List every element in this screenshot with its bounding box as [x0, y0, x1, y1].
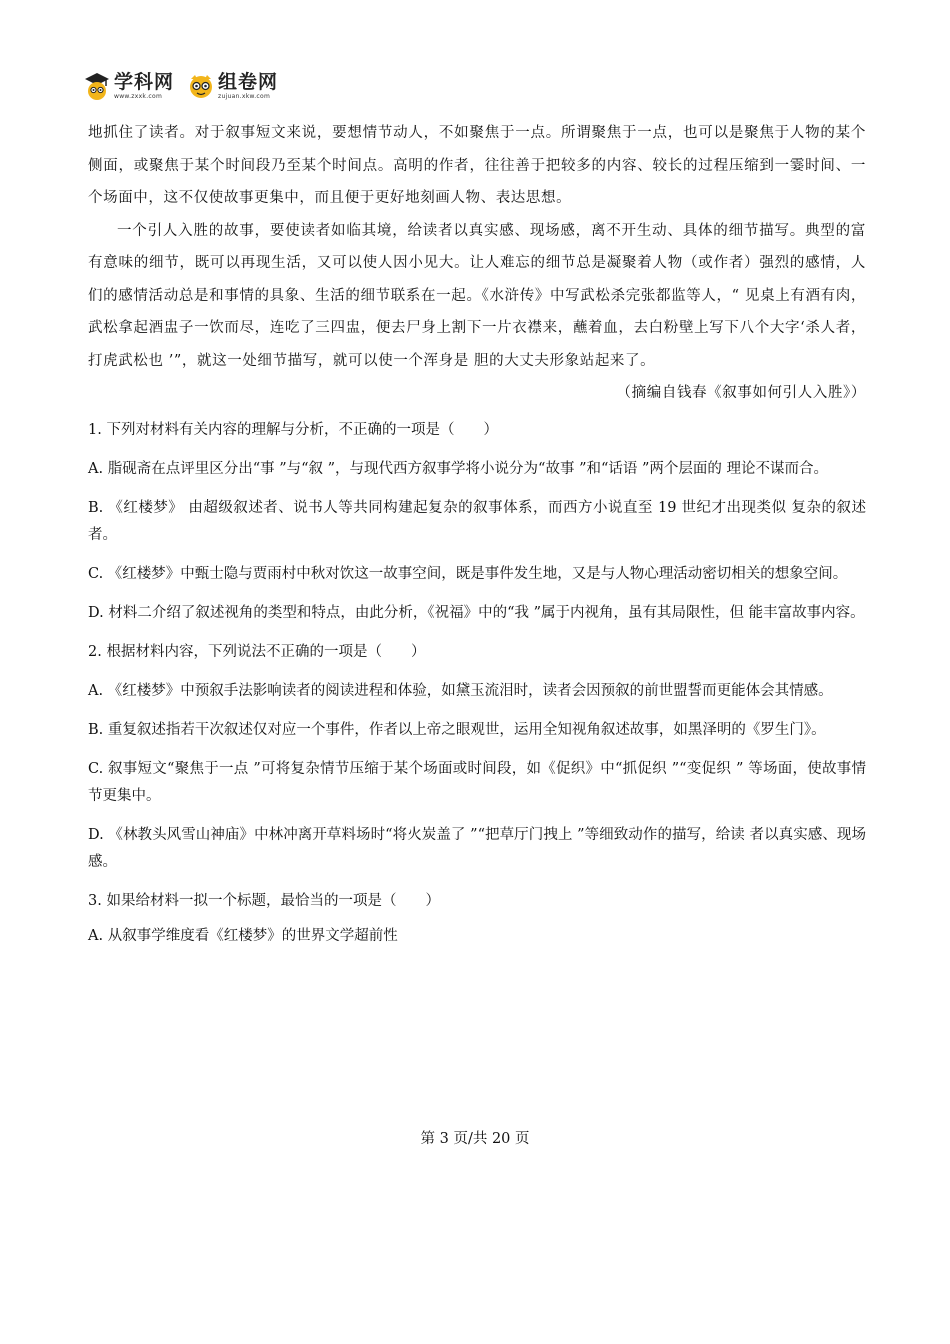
passage-paragraph-2: 一个引人入胜的故事，要使读者如临其境，给读者以真实感、现场感，离不开生动、具体的细节描写。典型的富有意味的细节，既可以再现生活，又可以使人因小见大。让人难忘的细节总是凝聚着人物（或作者）强烈的感情，人们的感情活动总是和事情的具象、生活的细节联系在一起。《水浒传》中写武松杀完张都监等人，“ 见桌上有酒有肉，武松拿起酒盅子一饮而尽，连吃了三四盅，便去尸身上割下一片衣襟来，蘸着血，去白粉壁上写下八个大字‘杀人者，打虎武松也 ’”，就这一处细节描写，就可以使一个浑身是 胆的大丈夫形象站起来了。: [88, 222, 866, 369]
zujuan-logo-url: zujuan.xkw.com: [218, 92, 271, 100]
passage-source: （摘编自钱春《叙事如何引人入胜》）: [616, 385, 866, 401]
option-d: D. 《林教头风雪山神庙》中林冲离开草料场时“将火炭盖了 ”“把草厅门拽上 ”等细致动作的描写，给读 者以真实感、现场感。: [88, 827, 866, 870]
question-stem: 3. 如果给材料一拟一个标题，最恰当的一项是（ ）: [88, 893, 440, 909]
question-1: [88, 417, 866, 627]
zujuan-logo-name: 组卷网: [218, 70, 279, 93]
graduation-cap-icon: [84, 71, 110, 101]
zxxk-logo-name: 学科网: [114, 70, 175, 93]
zxxk-logo-url: www.zxxk.com: [114, 92, 163, 100]
option-c: C. 叙事短文“聚焦于一点 ”可将复杂情节压缩于某个场面或时间段，如《促织》中“抓促织 ”“变促织 ” 等场面，使故事情节更集中。: [88, 761, 866, 804]
zujuan-logo: [188, 72, 278, 100]
owl-face-icon: [188, 72, 214, 100]
zxxk-logo: [84, 71, 174, 101]
page-footer: 第 3 页/共 20 页: [420, 1131, 530, 1147]
question-3: [88, 888, 866, 950]
question-2: [88, 639, 866, 876]
question-stem: 2. 根据材料内容，下列说法不正确的一项是（ ）: [88, 644, 426, 660]
question-stem: 1. 下列对材料有关内容的理解与分析，不正确的一项是（ ）: [88, 422, 498, 438]
page-content: [88, 117, 866, 950]
option-c: C. 《红楼梦》中甄士隐与贾雨村中秋对饮这一故事空间，既是事件发生地，又是与人物心理活动密切相关的想象空间。: [88, 566, 848, 582]
option-b: B. 《红楼梦》 由超级叙述者、说书人等共同构建起复杂的叙事体系，而西方小说直至 19 世纪才出现类似 复杂的叙述者。: [88, 500, 866, 543]
option-a: A. 《红楼梦》中预叙手法影响读者的阅读进程和体验，如黛玉流泪时，读者会因预叙的前世盟誓而更能体会其情感。: [88, 683, 833, 699]
option-a: A. 脂砚斋在点评里区分出“事 ”与“叙 ”，与现代西方叙事学将小说分为“故事 ”和“话语 ”两个层面的 理论不谋而合。: [88, 461, 829, 477]
option-b: B. 重复叙述指若干次叙述仅对应一个事件，作者以上帝之眼观世，运用全知视角叙述故事，如黑泽明的《罗生门》。: [88, 722, 826, 738]
passage-paragraph-1: 地抓住了读者。对于叙事短文来说，要想情节动人，不如聚焦于一点。所谓聚焦于一点，也可以是聚焦于人物的某个侧面，或聚焦于某个时间段乃至某个时间点。高明的作者，往往善于把较多的内容、较长的过程压缩到一霎时间、一个场面中，这不仅使故事更集中，而且便于更好地刻画人物、表达思想。: [88, 125, 866, 206]
page-header: [84, 66, 278, 106]
option-a: A. 从叙事学维度看《红楼梦》的世界文学超前性: [88, 928, 398, 944]
option-d: D. 材料二介绍了叙述视角的类型和特点，由此分析，《祝福》中的“我 ”属于内视角，虽有其局限性，但 能丰富故事内容。: [88, 605, 865, 621]
